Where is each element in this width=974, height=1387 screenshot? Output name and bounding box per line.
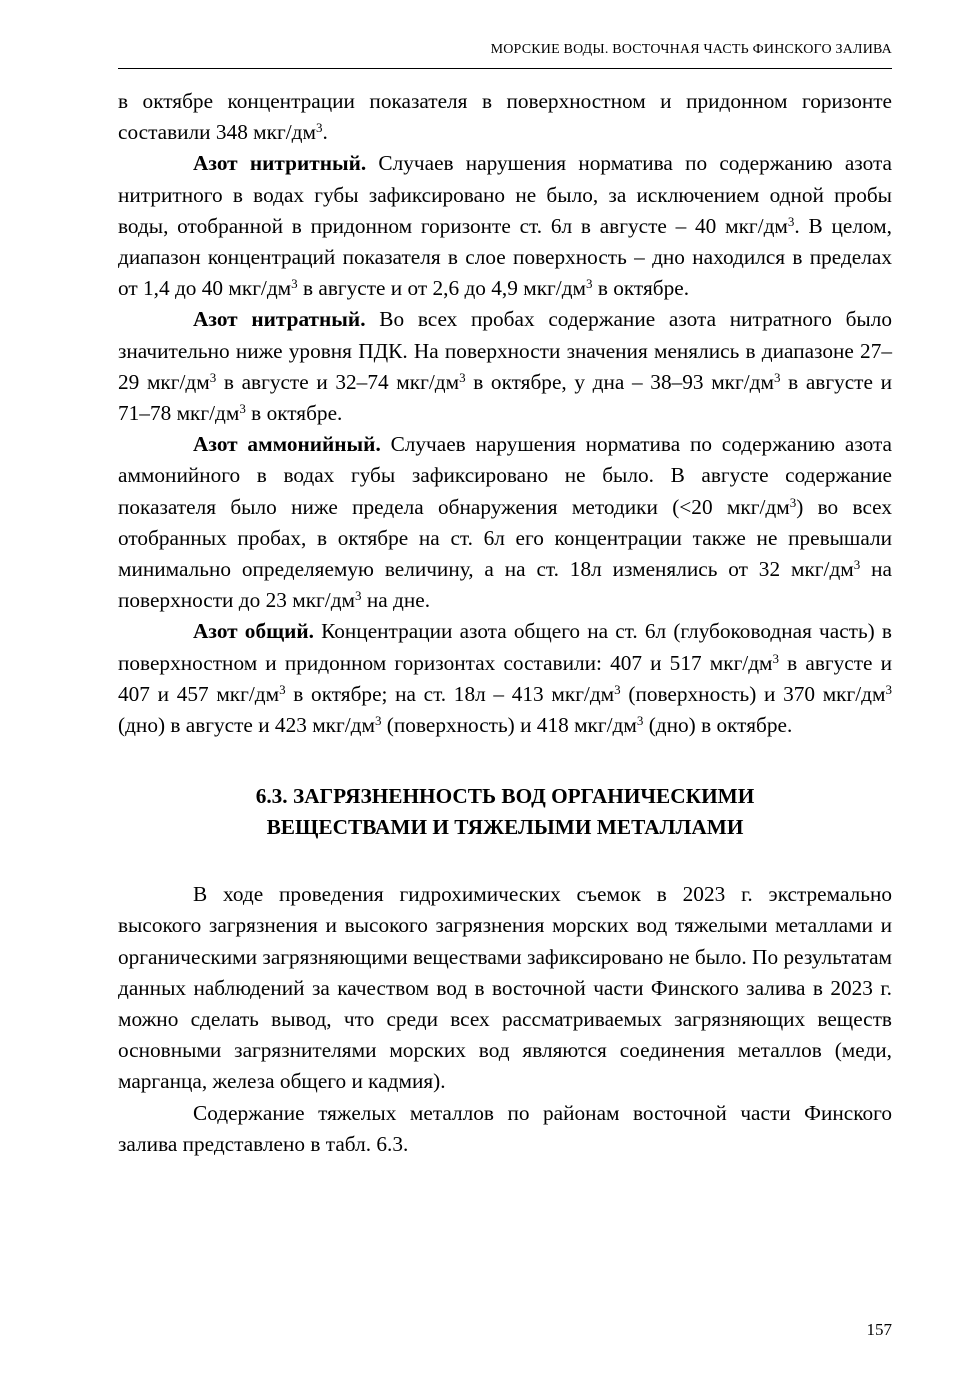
page-number: 157 <box>866 1320 892 1339</box>
header-rule <box>118 68 892 69</box>
term-total: Азот общий. <box>193 619 314 644</box>
term-ammonium: Азот аммонийный. <box>193 432 381 457</box>
section-heading-line-1: 6.3. ЗАГРЯЗНЕННОСТЬ ВОД ОРГАНИЧЕСКИМИ <box>255 784 755 809</box>
page-body <box>118 86 892 1160</box>
section-heading <box>118 781 892 843</box>
paragraph-section-intro: В ходе проведения гидрохимических съемок в 2023 г. экстремально высокого загрязнения и высокого загрязнения морских вод тяжелыми металлами и органическими загрязняющими веществами зафиксировано не было. По результатам данных наблюдений за качеством вод в восточной части Финского залива в 2023 г. можно сделать вывод, что среди всех рассматриваемых загрязняющих веществ основными загрязнителями морских вод являются соединения металлов (меди, марганца, железа общего и кадмия). <box>118 882 892 1094</box>
paragraph-continuation: в октябре концентрации показателя в поверхностном и придонном горизонте составили 348 мкг/$дм^3$. <box>118 89 892 145</box>
term-nitrate: Азот нитратный. <box>193 307 366 332</box>
term-nitrite: Азот нитритный. <box>193 151 367 176</box>
paragraph-ammonium-nitrogen: Азот аммонийный. Случаев нарушения норматива по содержанию азота аммонийного в водах губы зафиксировано не было. В августе содержание показателя было ниже предела обнаружения методики (<20 мкг/$дм^3$) во всех отобранных пробах, в октябре на ст. 6л его концентрации также не превышали минимально определяемую величину, а на ст. 18л изменялись от 32 мкг/$дм^3$ на поверхности до 23 мкг/$дм^3$ на дне. <box>118 432 892 613</box>
paragraph-total-nitrogen: Азот общий. Концентрации азота общего на ст. 6л (глубоководная часть) в поверхностном и придонном горизонтах составили: 407 и 517 мкг/$дм^3$ в августе и 407 и 457 мкг/$дм^3$ в октябре; на ст. 18л – 413 мкг/$дм^3$ (поверхность) и 370 мкг/$дм^3$ (дно) в августе и 423 мкг/$дм^3$ (поверхность) и 418 мкг/$дм^3$ (дно) в октябре. <box>118 619 892 738</box>
section-heading-line-2: ВЕЩЕСТВАМИ И ТЯЖЕЛЫМИ МЕТАЛЛАМИ <box>266 815 744 840</box>
paragraph-table-reference: Содержание тяжелых металлов по районам восточной части Финского залива представлено в табл. 6.3. <box>118 1100 892 1156</box>
paragraph-nitrate-nitrogen: Азот нитратный. Во всех пробах содержание азота нитратного было значительно ниже уровня ПДК. На поверхности значения менялись в диапазоне 27–29 мкг/$дм^3$ в августе и 32–74 мкг/$дм^3$ в октябре, у дна – 38–93 мкг/$дм^3$ в августе и 71–78 мкг/$дм^3$ в октябре. <box>118 307 892 426</box>
running-header: МОРСКИЕ ВОДЫ. ВОСТОЧНАЯ ЧАСТЬ ФИНСКОГО ЗАЛИВА <box>490 42 892 57</box>
paragraph-nitrite-nitrogen: Азот нитритный. Случаев нарушения норматива по содержанию азота нитритного в водах губы зафиксировано не было, за исключением одной пробы воды, отобранной в придонном горизонте ст. 6л в августе – 40 мкг/$дм^3$. В целом, диапазон концентраций показателя в слое поверхность – дно находился в пределах от 1,4 до 40 мкг/$дм^3$ в августе и от 2,6 до 4,9 мкг/$дм^3$ в октябре. <box>118 151 892 301</box>
